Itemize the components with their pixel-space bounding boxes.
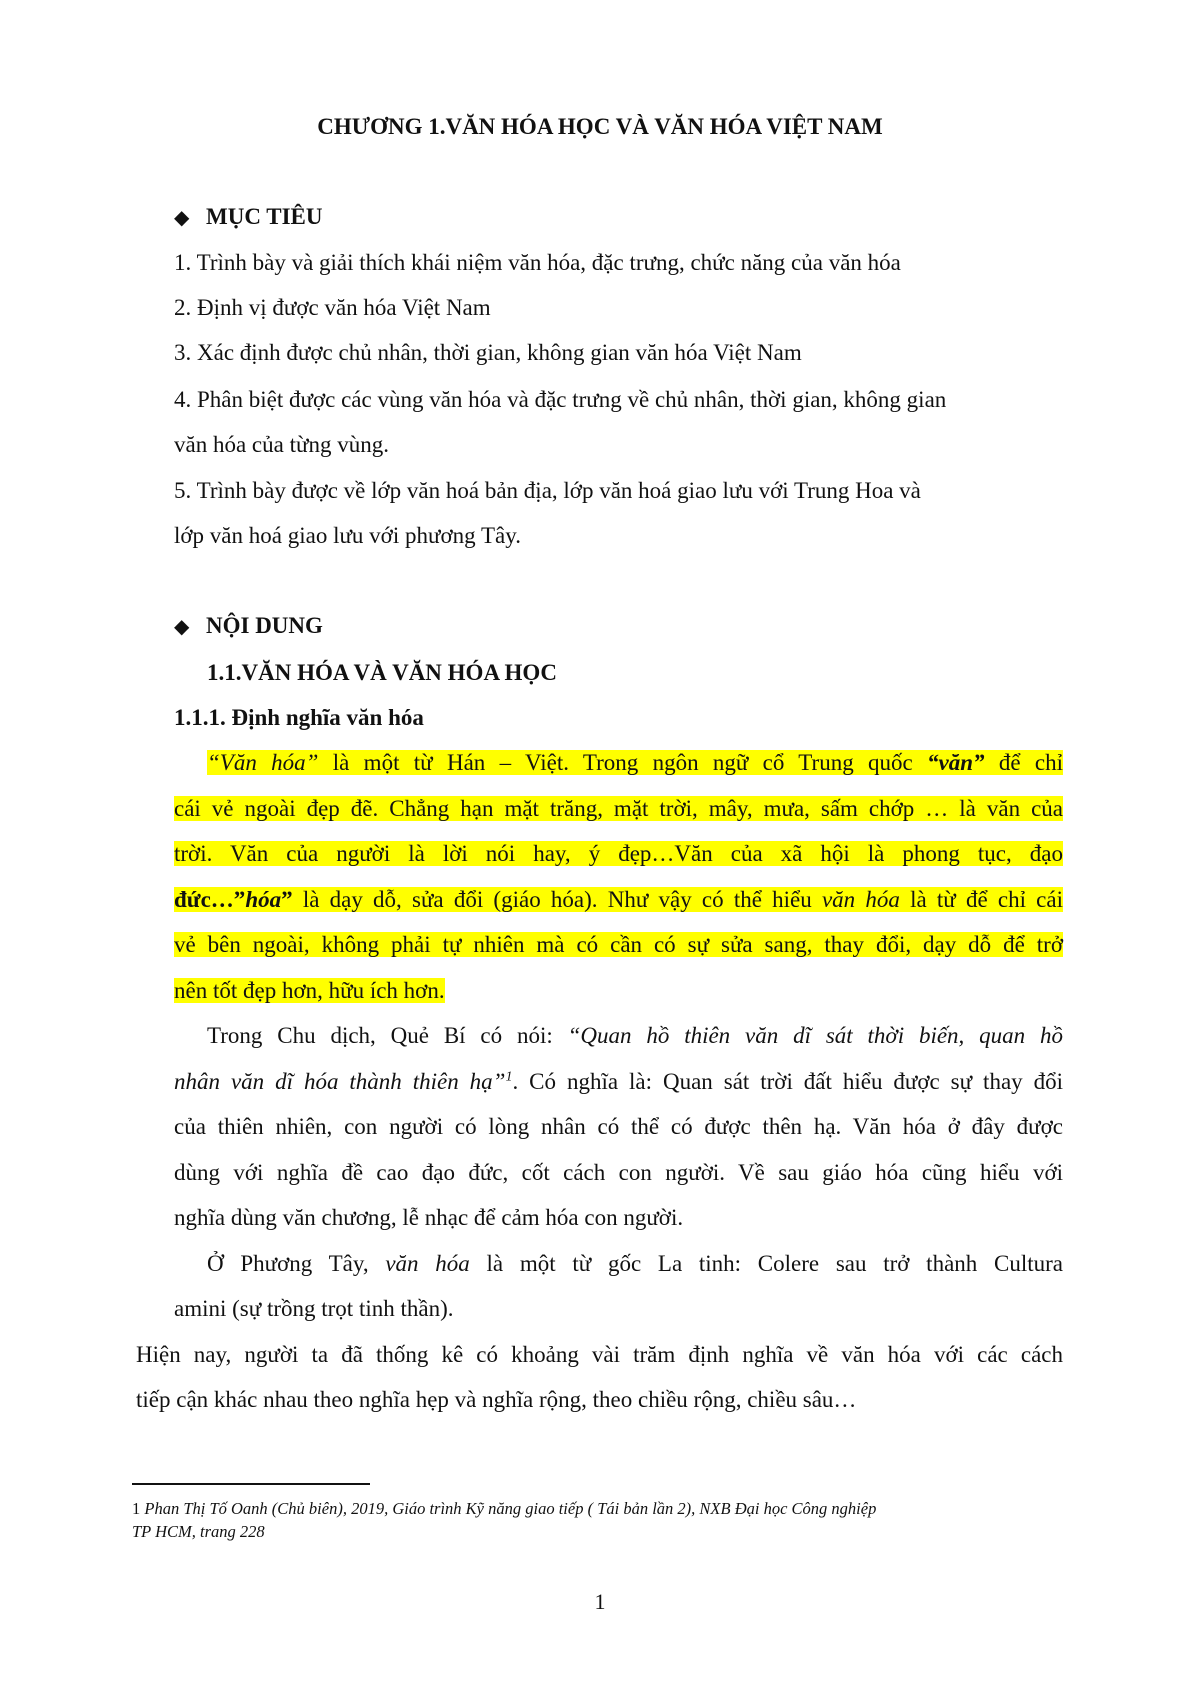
- page-number: 1: [594, 1589, 606, 1614]
- para1-line6: nên tốt đẹp hơn, hữu ích hơn.: [174, 978, 445, 1003]
- para2-line5: nghĩa dùng văn chương, lễ nhạc để cảm hóa con người.: [174, 1205, 684, 1230]
- para2-line2: nhân văn dĩ hóa thành thiên hạ”$^1$. Có nghĩa là: Quan sát trời đất hiểu được sự thay đổi: [174, 1069, 1063, 1094]
- footnote-line1: 1 Phan Thị Tố Oanh (Chủ biên), 2019, Giáo trình Kỹ năng giao tiếp ( Tái bản lần 2), NXB Đại học Công nghiệp: [132, 1499, 877, 1518]
- para1-line1: “Văn hóa” là một từ Hán – Việt. Trong ngôn ngữ cổ Trung quốc “văn” để chỉ: [207, 750, 1063, 775]
- content-heading: [174, 613, 323, 639]
- objective-item-1: 1. Trình bày và giải thích khái niệm văn hóa, đặc trưng, chức năng của văn hóa: [174, 250, 901, 275]
- section-heading: 1.1.VĂN HÓA VÀ VĂN HÓA HỌC: [207, 660, 557, 685]
- content-heading-text: NỘI DUNG: [206, 613, 323, 638]
- para2-line4: dùng với nghĩa đề cao đạo đức, cốt cách con người. Về sau giáo hóa cũng hiểu với: [174, 1160, 1063, 1185]
- objective-item-5-cont: lớp văn hoá giao lưu với phương Tây.: [174, 523, 521, 548]
- objective-item-3: 3. Xác định được chủ nhân, thời gian, không gian văn hóa Việt Nam: [174, 340, 802, 365]
- para2-line1: Trong Chu dịch, Quẻ Bí có nói: “Quan hồ thiên văn dĩ sát thời biến, quan hồ: [207, 1023, 1063, 1048]
- diamond-bullet-icon: ◆: [174, 207, 190, 229]
- footnote-line2: TP HCM, trang 228: [132, 1522, 265, 1541]
- para3-line2: amini (sự trồng trọt tinh thần).: [174, 1296, 454, 1321]
- footnote-separator: [132, 1483, 370, 1485]
- para1-line3: trời. Văn của người là lời nói hay, ý đẹp…Văn của xã hội là phong tục, đạo: [174, 841, 1063, 866]
- diamond-bullet-icon: ◆: [174, 616, 190, 638]
- para4-line1: Hiện nay, người ta đã thống kê có khoảng vài trăm định nghĩa về văn hóa với các cách: [136, 1342, 1063, 1367]
- objective-item-4-cont: văn hóa của từng vùng.: [174, 432, 389, 457]
- para1-line5: vẻ bên ngoài, không phải tự nhiên mà có cần có sự sửa sang, thay đổi, dạy dỗ để trở: [174, 932, 1063, 957]
- para3-line1: Ở Phương Tây, văn hóa là một từ gốc La tinh: Colere sau trở thành Cultura: [207, 1251, 1064, 1276]
- chapter-title: CHƯƠNG 1.VĂN HÓA HỌC VÀ VĂN HÓA VIỆT NAM: [317, 114, 883, 139]
- objective-item-5: 5. Trình bày được về lớp văn hoá bản địa, lớp văn hoá giao lưu với Trung Hoa và: [174, 478, 921, 503]
- objective-item-2: 2. Định vị được văn hóa Việt Nam: [174, 295, 491, 320]
- para1-line2: cái vẻ ngoài đẹp đẽ. Chẳng hạn mặt trăng, mặt trời, mây, mưa, sấm chớp … là văn của: [174, 796, 1063, 821]
- subsection-heading: 1.1.1. Định nghĩa văn hóa: [174, 705, 424, 730]
- objectives-heading: [174, 204, 323, 230]
- para1-line4: đức…”hóa” là dạy dỗ, sửa đổi (giáo hóa). Như vậy có thể hiểu văn hóa là từ để chỉ cái: [174, 887, 1063, 912]
- objective-item-4: 4. Phân biệt được các vùng văn hóa và đặc trưng về chủ nhân, thời gian, không gian: [174, 387, 947, 412]
- para4-line2: tiếp cận khác nhau theo nghĩa hẹp và nghĩa rộng, theo chiều rộng, chiều sâu…: [136, 1387, 857, 1412]
- para2-line3: của thiên nhiên, con người có lòng nhân có thể có được thên hạ. Văn hóa ở đây được: [174, 1114, 1063, 1139]
- objectives-heading-text: MỤC TIÊU: [206, 204, 323, 229]
